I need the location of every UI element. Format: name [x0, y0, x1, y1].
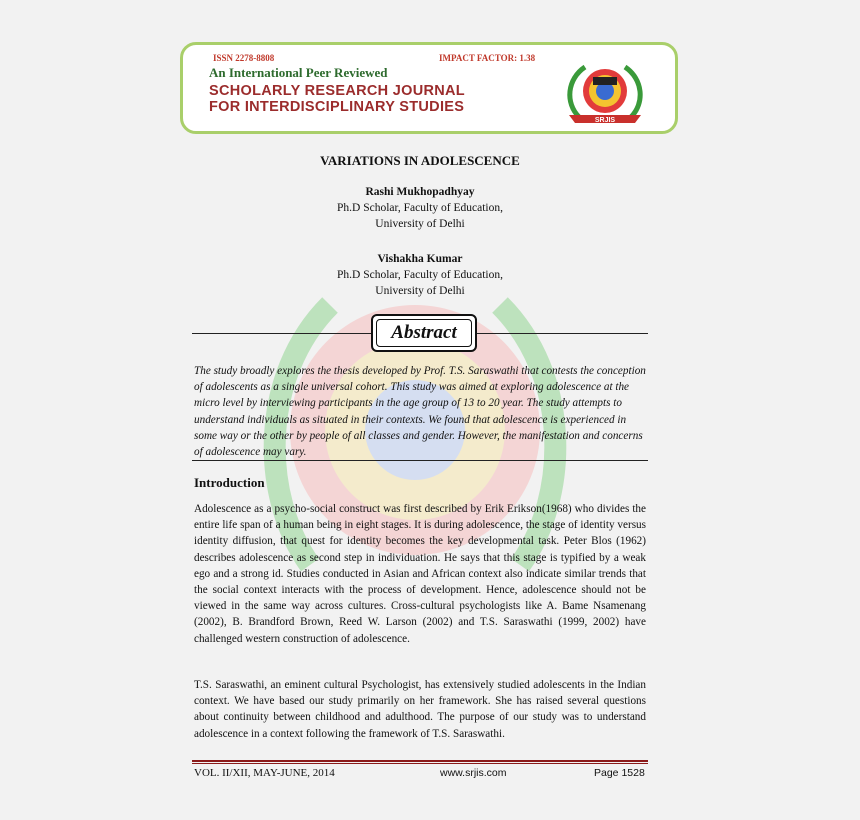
author-role: Ph.D Scholar, Faculty of Education, [337, 202, 503, 214]
author-block-1 [190, 184, 650, 232]
journal-title-line2: FOR INTERDISCIPLINARY STUDIES [209, 99, 465, 115]
author-affiliation: University of Delhi [375, 218, 465, 230]
author-name: Rashi Mukhopadhyay [365, 186, 475, 198]
abstract-text: The study broadly explores the thesis developed by Prof. T.S. Saraswathi that contests the conception of adolescents as a single universal cohort. This study was aimed at exploring adolescence at the micro level by interviewing participants in the age group of 13 to 20 year. The study attempts to understand individuals as situated in their contexts. We found that adolescence is experienced in some way or the other by people of all classes and gender. However, the manifestation and concerns of adolescence may vary. [194, 365, 646, 459]
journal-logo-icon [557, 59, 653, 127]
footer-page-number: Page 1528 [594, 767, 645, 779]
paper-title: VARIATIONS IN ADOLESCENCE [320, 153, 520, 168]
issn-label: ISSN 2278-8808 [213, 53, 275, 63]
footer-website: www.srjis.com [440, 767, 507, 779]
journal-banner [180, 42, 678, 134]
author-block-2 [190, 251, 650, 299]
author-affiliation: University of Delhi [375, 285, 465, 297]
logo-text: SRJIS [594, 117, 616, 124]
footer-volume: VOL. II/XII, MAY-JUNE, 2014 [194, 767, 335, 779]
author-role: Ph.D Scholar, Faculty of Education, [337, 269, 503, 281]
abstract-divider-bottom [192, 460, 648, 461]
footer-rule-thin [192, 763, 648, 764]
section-heading-introduction: Introduction [194, 475, 265, 490]
impact-factor-label: IMPACT FACTOR: 1.38 [439, 53, 536, 63]
author-name: Vishakha Kumar [377, 253, 463, 265]
intro-paragraph-1: Adolescence as a psycho-social construct was first described by Erik Erikson(1968) who divides the entire life span of a human being in eight stages. It is during adolescence, the stage of identity versus identity diffusion, that quest for identity becomes the key developmental task. Peter Blos (1962) describes adolescence as second step in individuation. He says that this stage is typified by a weak ego and a strong id. Studies conducted in Asian and African context also indicate similar trends that the social context interacts with the process of development. Hence, adolescence should not be viewed in the same way across cultures. Cross-cultural psychologists like A. Bame Nsamenang (2002), B. Brandford Brown, Reed W. Larson (2002) and T.S. Saraswathi (1999, 2002) have challenged western construction of adolescence. [194, 503, 646, 645]
peer-reviewed-label: An International Peer Reviewed [209, 65, 388, 80]
intro-paragraph-2: T.S. Saraswathi, an eminent cultural Psychologist, has extensively studied adolescents in the Indian context. We have based our study primarily on her framework. She has raised several questions about continuity between childhood and adulthood. The purpose of our study was to understand adolescence in a context following the framework of T.S. Saraswathi. [194, 679, 646, 740]
abstract-heading-box [371, 314, 477, 352]
journal-title-line1: SCHOLARLY RESEARCH JOURNAL [209, 83, 465, 99]
abstract-heading: Abstract [376, 319, 472, 347]
footer-rule [192, 760, 648, 762]
